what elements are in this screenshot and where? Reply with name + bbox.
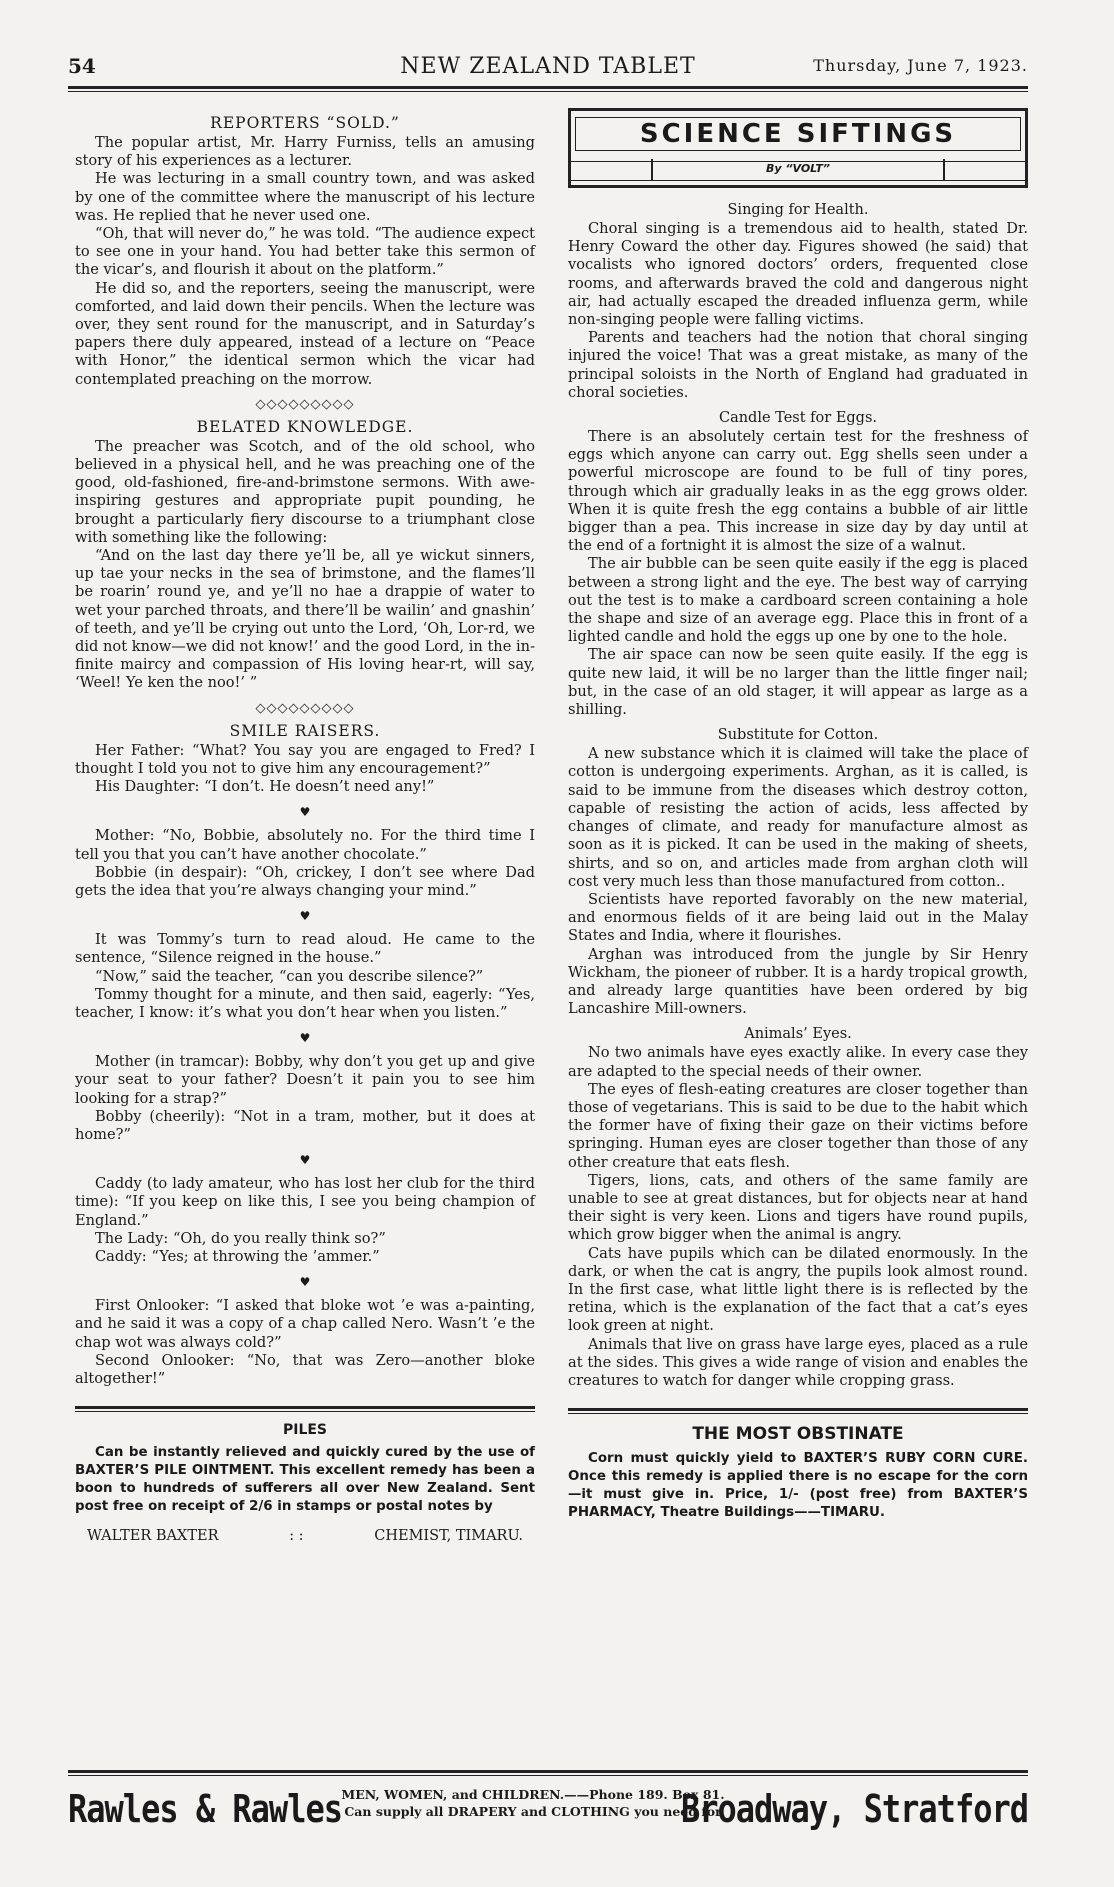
paragraph: Cats have pupils which can be dilated enormously. In the dark, or when the cat is angry, the pupils look almost round. In the first case, what little light there is is reflected by the retina, which is the explanation of the fact that a cat’s eyes look green at night.	[568, 1244, 1028, 1335]
advert-line: MEN, WOMEN, and CHILDREN.——Phone 189. Box 81.	[341, 1787, 725, 1802]
footer-rule	[68, 1770, 1028, 1776]
ornament-divider: ◇◇◇◇◇◇◇◇◇	[255, 396, 355, 412]
paragraph: He did so, and the reporters, seeing the manuscript, were comforted, and laid down their pencils. When the lecture was over, they sent round for the manuscript, and in Saturday’s papers there duly appeared, instead of a lecture on “Peace with Honor,” the identical sermon which the vicar had contemplated preaching on the morrow.	[75, 279, 535, 388]
advertiser-location: Broadway, Stratford	[680, 1786, 1028, 1832]
advertiser-name: Rawles & Rawles	[68, 1786, 342, 1832]
paragraph: Her Father: “What? You say you are engaged to Fred? I thought I told you not to give him any encouragement?”	[75, 741, 535, 777]
right-column	[568, 108, 1028, 1522]
piles-ad-text: Can be instantly relieved and quickly cured by the use of BAXTER’S PILE OINTMENT. This excellent remedy has been a boon to hundreds of sufferers all over New Zealand. Sent post free on receipt of 2/6 in stamps or postal notes by	[75, 1445, 535, 1515]
ad-signature-separator: : :	[289, 1528, 304, 1545]
paragraph: It was Tommy’s turn to read aloud. He came to the sentence, “Silence reigned in the house.”	[75, 931, 535, 967]
ad-signature-place: CHEMIST, TIMARU.	[374, 1528, 523, 1545]
section-heading: Animals’ Eyes.	[744, 1026, 852, 1043]
corn-ad-text: Corn must quickly yield to BAXTER’S RUBY CORN CURE. Once this remedy is applied there is no escape for the corn—it must give in. Price, 1/- (post free) from BAXTER’S PHARMACY, Theatre Buildings——TIMARU.	[568, 1451, 1028, 1521]
piles-ad-title: PILES	[282, 1422, 328, 1439]
heart-divider-icon: ♥	[299, 1153, 311, 1168]
paragraph: Arghan was introduced from the jungle by Sir Henry Wickham, the pioneer of rubber. It is a hardy tropical growth, and already large quantities have been ordered by big Lancashire Mill-owners.	[568, 945, 1028, 1018]
heart-divider-icon: ♥	[299, 805, 311, 820]
rawles-advert	[68, 1778, 1028, 1850]
paragraph: Mother: “No, Bobbie, absolutely no. For the third time I tell you that you can’t have another chocolate.”	[75, 827, 535, 863]
paragraph: The air bubble can be seen quite easily if the egg is placed between a strong light and the eye. The best way of carrying out the test is to make a cardboard screen containing a hole the shape and size of an average egg. Place this in front of a lighted candle and hold the eggs up one by one to the hole.	[568, 555, 1028, 646]
smile-heading: SMILE RAISERS.	[229, 721, 381, 740]
paragraph: The air space can now be seen quite easily. If the egg is quite new laid, it will be no larger than the little finger nail; but, in the case of an old stager, it will appear as large as a shilling.	[568, 646, 1028, 719]
paragraph: Tigers, lions, cats, and others of the same family are unable to see at great distances, but for objects near at hand their sight is very keen. Lions and tigers have round pupils, which grow bigger when the animal is angry.	[568, 1171, 1028, 1244]
paragraph: Bobby (cheerily): “Not in a tram, mother, but it does at home?”	[75, 1107, 535, 1143]
paragraph: Scientists have reported favorably on the new material, and enormous fields of it are being laid out in the Malay States and India, where it flourishes.	[568, 890, 1028, 945]
publication-title: NEW ZEALAND TABLET	[400, 54, 696, 79]
paragraph: No two animals have eyes exactly alike. In every case they are adapted to the special needs of their owner.	[568, 1044, 1028, 1080]
paragraph: Parents and teachers had the notion that choral singing injured the voice! That was a great mistake, as many of the principal soloists in the North of England had graduated in choral societies.	[568, 329, 1028, 401]
paragraph: “Now,” said the teacher, “can you describe silence?”	[95, 967, 484, 985]
paragraph: The Lady: “Oh, do you really think so?”	[95, 1229, 386, 1247]
ad-rule	[568, 1408, 1028, 1414]
header-rule	[68, 86, 1028, 92]
paragraph: The preacher was Scotch, and of the old school, who believed in a physical hell, and he was preaching one of the good, old-fashioned, fire-and-brimstone sermons. With awe-inspiring gestures and appropriate pupit pounding, he brought a particularly fiery discourse to a triumphant close with something like the following:	[75, 437, 535, 546]
science-siftings-banner	[568, 108, 1028, 188]
reporters-heading: REPORTERS “SOLD.”	[210, 114, 400, 132]
paragraph: Bobbie (in despair): “Oh, crickey, I don’t see where Dad gets the idea that you’re always changing your mind.”	[75, 863, 535, 899]
paragraph: The eyes of flesh-eating creatures are closer together than those of vegetarians. This is said to be due to the habit which the former have of fixing their gaze on their victims before springing. Human eyes are closer together than those of any other creature that eats flesh.	[568, 1080, 1028, 1171]
ad-rule	[75, 1406, 535, 1412]
section-heading: Candle Test for Eggs.	[718, 410, 878, 427]
advert-middle	[338, 1786, 728, 1820]
section-heading: Singing for Health.	[727, 202, 869, 218]
paragraph: A new substance which it is claimed will take the place of cotton is undergoing experiments. Arghan, as it is called, is said to be immune from the diseases which destroy cotton, capable of resisting the action of acids, less affected by changes of climate, and ready for manufacture almost as soon as it is picked. It can be used in the making of sheets, shirts, and so on, and articles made from arghan cloth will cost very much less than those manufactured from cotton..	[568, 745, 1028, 890]
corn-ad-title: THE MOST OBSTINATE	[692, 1424, 904, 1445]
paragraph: His Daughter: “I don’t. He doesn’t need any!”	[95, 778, 435, 796]
masthead	[68, 54, 1028, 84]
paragraph: Choral singing is a tremendous aid to health, stated Dr. Henry Coward the other day. Figures showed (he said) that vocalists who ignored doctors’ orders, frequented close rooms, and afterwards braved the cold and dangerous night air, had actually escaped the dreaded influenza germ, while non-singing people were falling victims.	[568, 220, 1028, 329]
belated-heading: BELATED KNOWLEDGE.	[196, 417, 414, 436]
paragraph: Caddy (to lady amateur, who has lost her club for the third time): “If you keep on like this, I see you being champion of England.”	[75, 1175, 535, 1229]
reporters-body	[75, 134, 535, 389]
advert-line: Can supply all DRAPERY and CLOTHING you need for	[344, 1804, 722, 1819]
paragraph: Caddy: “Yes; at throwing the ’ammer.”	[95, 1247, 380, 1265]
piles-ad-signature	[87, 1528, 523, 1544]
paragraph: “And on the last day there ye’ll be, all ye wickut sinners, up tae your necks in the sea of brimstone, and the flames’ll be roarin’ round ye, and ye’ll no hae a drappie of water to wet your parched throats, and there’ll be wailin’ and gnashin’ of teeth, and ye’ll be crying out unto the Lord, ‘Oh, Lor-rd, we did not know—we did not know!’ and the good Lord, in the in-finite maircy and compassion of His loving hear-rt, will say, ‘Weel! Ye ken the noo!’ ”	[75, 547, 535, 692]
paragraph: First Onlooker: “I asked that bloke wot ’e was a-painting, and he said it was a copy of a chap called Nero. Wasn’t ’e the chap wot was always cold?”	[75, 1297, 535, 1351]
heart-divider-icon: ♥	[299, 1031, 311, 1046]
heart-divider-icon: ♥	[299, 909, 311, 924]
banner-byline: By “VOLT”	[766, 162, 830, 175]
left-column	[75, 108, 535, 1544]
section-heading: Substitute for Cotton.	[717, 727, 879, 744]
issue-date: Thursday, June 7, 1923.	[813, 56, 1028, 75]
paragraph: “Oh, that will never do,” he was told. “The audience expect to see one in your hand. You had better take this sermon of the vicar’s, and flourish it about on the platform.”	[75, 225, 535, 279]
page-number: 54	[68, 54, 96, 78]
ad-signature-name: WALTER BAXTER	[87, 1528, 219, 1545]
paragraph: Mother (in tramcar): Bobby, why don’t you get up and give your seat to your father? Doesn’t it pain you to see him looking for a strap?”	[75, 1053, 535, 1107]
heart-divider-icon: ♥	[299, 1275, 311, 1290]
paragraph: The popular artist, Mr. Harry Furniss, tells an amusing story of his experiences as a lecturer.	[75, 134, 535, 170]
paragraph: Tommy thought for a minute, and then said, eagerly: “Yes, teacher, I know: it’s what you don’t hear when you listen.”	[75, 985, 535, 1021]
paragraph: Animals that live on grass have large eyes, placed as a rule at the sides. This gives a wide range of vision and enables the creatures to watch for danger while cropping grass.	[568, 1335, 1028, 1389]
banner-title: SCIENCE SIFTINGS	[639, 119, 957, 149]
paragraph: He was lecturing in a small country town, and was asked by one of the committee where the manuscript of his lecture was. He replied that he never used one.	[75, 170, 535, 224]
paragraph: Second Onlooker: “No, that was Zero—another bloke altogether!”	[75, 1351, 535, 1387]
ornament-divider: ◇◇◇◇◇◇◇◇◇	[255, 700, 355, 716]
paragraph: There is an absolutely certain test for the freshness of eggs which anyone can carry out. Egg shells seen under a powerful microscope are found to be full of tiny pores, through which air gradually leaks in as the egg grows older. When it is quite fresh the egg contains a bubble of air little bigger than a pea. This increase in size day by day until at the end of a fortnight it is almost the size of a walnut.	[568, 428, 1028, 555]
